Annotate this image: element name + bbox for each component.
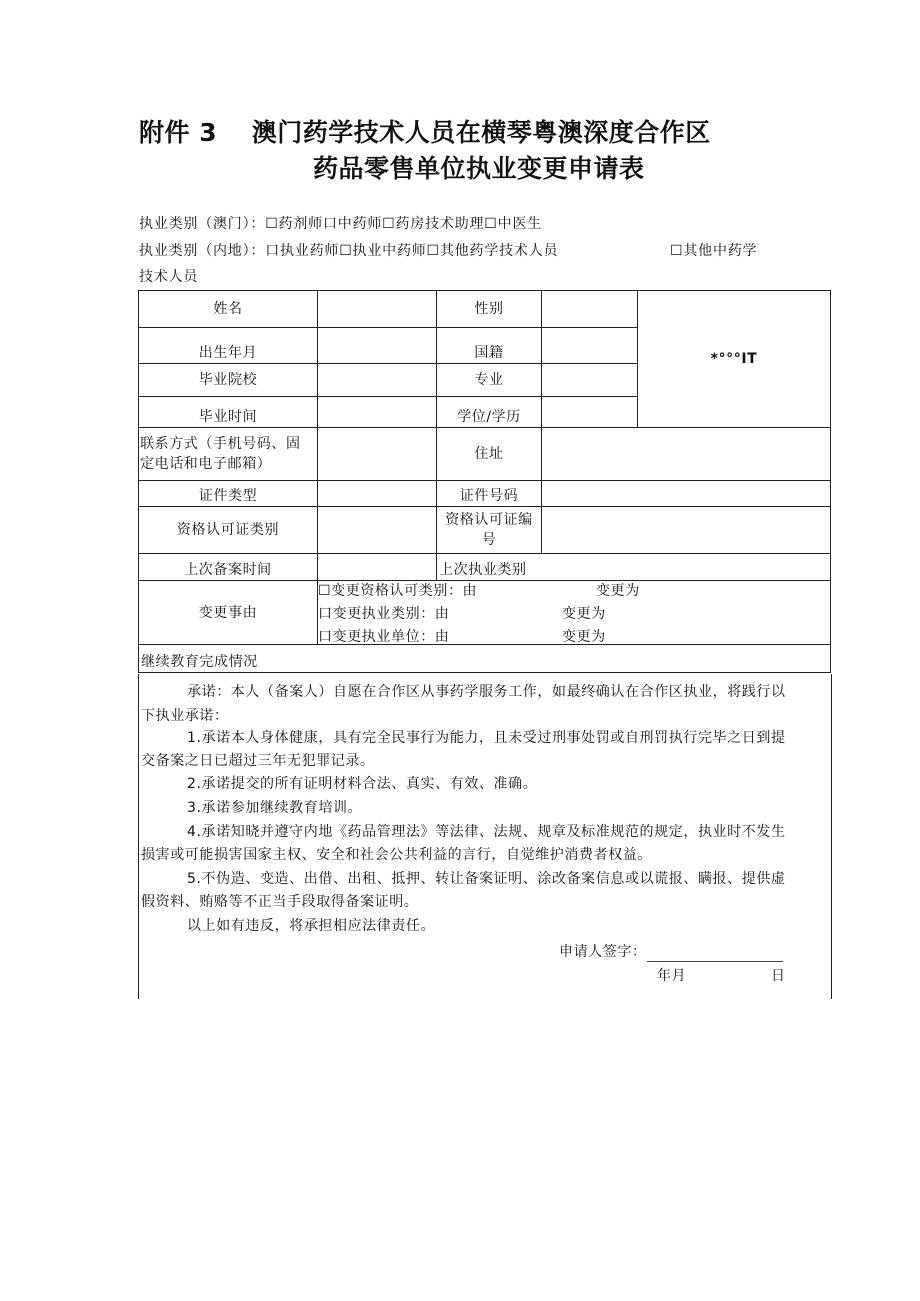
contact-label	[139, 428, 318, 481]
change-option-qualification[interactable]: ☐变更资格认可类别：由	[318, 583, 478, 599]
degree-label: 学位/学历	[437, 397, 542, 428]
birth-label: 出生年月	[139, 328, 318, 364]
pledge-item-1-line-2: 交备案之日已超过三年无犯罪记录。	[141, 753, 375, 769]
last-filing-label: 上次备案时间	[139, 554, 318, 581]
pledge-item-5-line-1: 5.不伪造、变造、出借、出租、抵押、转让备案证明、涂改备案信息或以谎报、瞒报、提供虚	[187, 871, 786, 887]
name-label: 姓名	[139, 291, 318, 328]
change-option-qualification-to: 变更为	[596, 583, 640, 599]
contact-label-line-1: 联系方式（手机号码、固	[140, 436, 301, 452]
name-field[interactable]	[318, 291, 437, 328]
id-type-field[interactable]	[318, 481, 437, 507]
gender-label: 性别	[437, 291, 542, 328]
title-line-1: 附件 3 澳门药学技术人员在横琴粤澳深度合作区	[139, 118, 711, 147]
license-number-field[interactable]	[542, 507, 831, 554]
license-type-field[interactable]	[318, 507, 437, 554]
practice-type-mainland-extra-cont: 技术人员	[139, 269, 199, 285]
major-field[interactable]	[542, 364, 638, 397]
id-number-label: 证件号码	[437, 481, 542, 507]
change-option-unit-to: 变更为	[562, 629, 606, 645]
title-line-2: 药品零售单位执业变更申请表	[313, 154, 645, 183]
major-label: 专业	[437, 364, 542, 397]
pledge-closing: 以上如有违反，将承担相应法律责任。	[187, 918, 436, 934]
practice-type-macau: 执业类别（澳门）：☐药剂师口中药师☐药房技术助理☐中医生	[139, 216, 543, 232]
address-field[interactable]	[542, 428, 831, 481]
photo-area: *°°°IT	[638, 291, 831, 428]
signature-row	[559, 942, 783, 962]
pledge-item-4-line-2: 损害或可能损害国家主权、安全和社会公共利益的言行，自觉维护消费者权益。	[141, 847, 652, 863]
continuing-education-label: 继续教育完成情况	[139, 645, 831, 673]
practice-type-mainland-extra: ☐其他中药学	[670, 243, 758, 259]
address-label: 住址	[437, 428, 542, 481]
practice-type-mainland: 执业类别（内地）：口执业药师☐执业中药师☐其他药学技术人员	[139, 243, 559, 259]
grad-time-label: 毕业时间	[139, 397, 318, 428]
id-number-field[interactable]	[542, 481, 831, 507]
license-number-label-line-1: 资格认可证编	[445, 512, 533, 528]
application-form-table	[138, 290, 831, 673]
nationality-label: 国籍	[437, 328, 542, 364]
pledge-section	[138, 674, 832, 999]
change-reason-label: 变更事由	[139, 581, 318, 645]
change-option-category-to: 变更为	[562, 606, 606, 622]
id-type-label: 证件类型	[139, 481, 318, 507]
change-option-unit[interactable]: 口变更执业单位：由	[318, 629, 450, 645]
birth-field[interactable]	[318, 328, 437, 364]
pledge-item-4-line-1: 4.承诺知晓并遵守内地《药品管理法》等法律、法规、规章及标准规范的规定，执业时不发生	[187, 824, 786, 840]
change-options	[318, 581, 831, 645]
pledge-intro-1: 承诺：本人（备案人）自愿在合作区从事药学服务工作，如最终确认在合作区执业，将践行以	[187, 684, 786, 700]
grad-time-field[interactable]	[318, 397, 437, 428]
license-number-label-line-2: 号	[481, 532, 497, 548]
pledge-item-1-line-1: 1.承诺本人身体健康，具有完全民事行为能力，且未受过刑事处罚或自刑罚执行完毕之日到提	[187, 730, 786, 746]
signature-label: 申请人签字：	[559, 944, 647, 960]
nationality-field[interactable]	[542, 328, 638, 364]
contact-label-line-2: 定电话和电子邮箱）	[140, 456, 272, 472]
contact-field[interactable]	[318, 428, 437, 481]
school-label: 毕业院校	[139, 364, 318, 397]
date-day: 日	[771, 968, 786, 984]
pledge-item-2: 2.承诺提交的所有证明材料合法、真实、有效、准确。	[187, 776, 538, 792]
pledge-intro-2: 下执业承诺：	[141, 708, 229, 724]
license-type-label: 资格认可证类别	[139, 507, 318, 554]
degree-field[interactable]	[542, 397, 638, 428]
last-category-label: 上次执业类别	[437, 554, 831, 581]
change-option-category[interactable]: 口变更执业类别：由	[318, 606, 450, 622]
gender-field[interactable]	[542, 291, 638, 328]
last-filing-field[interactable]	[318, 554, 437, 581]
signature-line[interactable]	[647, 947, 783, 962]
date-year-month: 年月	[657, 968, 687, 984]
license-number-label	[437, 507, 542, 554]
pledge-item-5-line-2: 假资料、贿赂等不正当手段取得备案证明。	[141, 894, 419, 910]
school-field[interactable]	[318, 364, 437, 397]
pledge-item-3: 3.承诺参加继续教育培训。	[187, 800, 363, 816]
